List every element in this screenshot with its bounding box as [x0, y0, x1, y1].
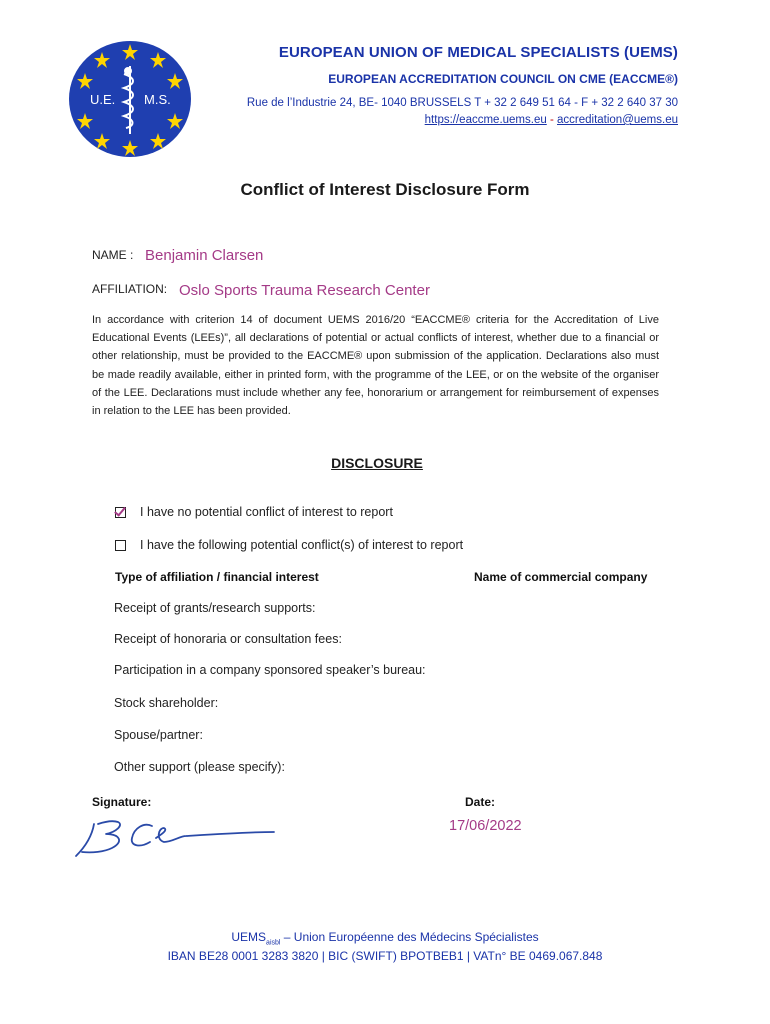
- signature-image: [68, 812, 282, 862]
- signature-label: Signature:: [92, 795, 152, 809]
- name-label: NAME :: [92, 248, 134, 262]
- affiliation-value[interactable]: Oslo Sports Trauma Research Center: [179, 282, 430, 299]
- date-value[interactable]: 17/06/2022: [449, 818, 522, 834]
- interest-row-grants: Receipt of grants/research supports:: [114, 601, 316, 615]
- footer-uems: UEMS: [231, 930, 267, 944]
- email-link[interactable]: accreditation@uems.eu: [557, 114, 678, 126]
- footer-line-1: [0, 930, 770, 946]
- interest-row-other: Other support (please specify):: [114, 760, 285, 774]
- has-conflict-checkbox[interactable]: [115, 540, 126, 551]
- no-conflict-label: I have no potential conflict of interest to report: [140, 505, 393, 519]
- council-name: EUROPEAN ACCREDITATION COUNCIL ON CME (EACCME®): [328, 72, 678, 86]
- website-link[interactable]: https://eaccme.uems.eu: [424, 114, 547, 126]
- interest-row-spouse: Spouse/partner:: [114, 728, 203, 742]
- logo-text-right: M.S.: [144, 92, 171, 107]
- col-header-company: Name of commercial company: [474, 570, 648, 584]
- address-line: Rue de l’Industrie 24, BE- 1040 BRUSSELS T + 32 2 649 51 64 - F + 32 2 640 37 30: [246, 97, 678, 109]
- affiliation-label: AFFILIATION:: [92, 282, 168, 296]
- interest-row-honoraria: Receipt of honoraria or consultation fees:: [114, 632, 342, 646]
- link-separator: -: [549, 114, 554, 126]
- date-label: Date:: [465, 795, 496, 809]
- footer-aisbl: aisbl: [266, 939, 281, 947]
- intro-paragraph: In accordance with criterion 14 of document UEMS 2016/20 “EACCME® criteria for the Accreditation of Live Educational Events (LEEs)”, all declarations of potential or actual conflicts of interest, whether due to a financial or other relationship, must be provided to the EACCME® upon submission of the application. Declarations also must be made readily available, either in printed form, with the programme of the LEE, or on the website of the organiser of the LEE. Declarations must include whether any fee, honorarium or arrangement for reimbursement of expenses in relation to the LEE has been provided.: [92, 314, 659, 418]
- org-name: EUROPEAN UNION OF MEDICAL SPECIALISTS (UEMS): [278, 44, 678, 61]
- has-conflict-label: I have the following potential conflict(s) of interest to report: [140, 538, 464, 552]
- no-conflict-checkbox[interactable]: [115, 507, 126, 518]
- footer-union-name: – Union Européenne des Médecins Spécialistes: [280, 930, 539, 944]
- uems-logo: [68, 40, 192, 158]
- logo-text-left: U.E.: [90, 92, 116, 107]
- name-value[interactable]: Benjamin Clarsen: [145, 247, 264, 264]
- footer-line-2: IBAN BE28 0001 3283 3820 | BIC (SWIFT) BPOTBEB1 | VATn° BE 0469.067.848: [167, 949, 603, 963]
- disclosure-heading: DISCLOSURE: [331, 455, 423, 471]
- interest-row-stock: Stock shareholder:: [114, 696, 219, 710]
- contact-links: [425, 114, 678, 126]
- col-header-type: Type of affiliation / financial interest: [115, 570, 319, 584]
- form-title: Conflict of Interest Disclosure Form: [240, 180, 530, 199]
- interest-row-speakers-bureau: Participation in a company sponsored speaker’s bureau:: [114, 663, 426, 677]
